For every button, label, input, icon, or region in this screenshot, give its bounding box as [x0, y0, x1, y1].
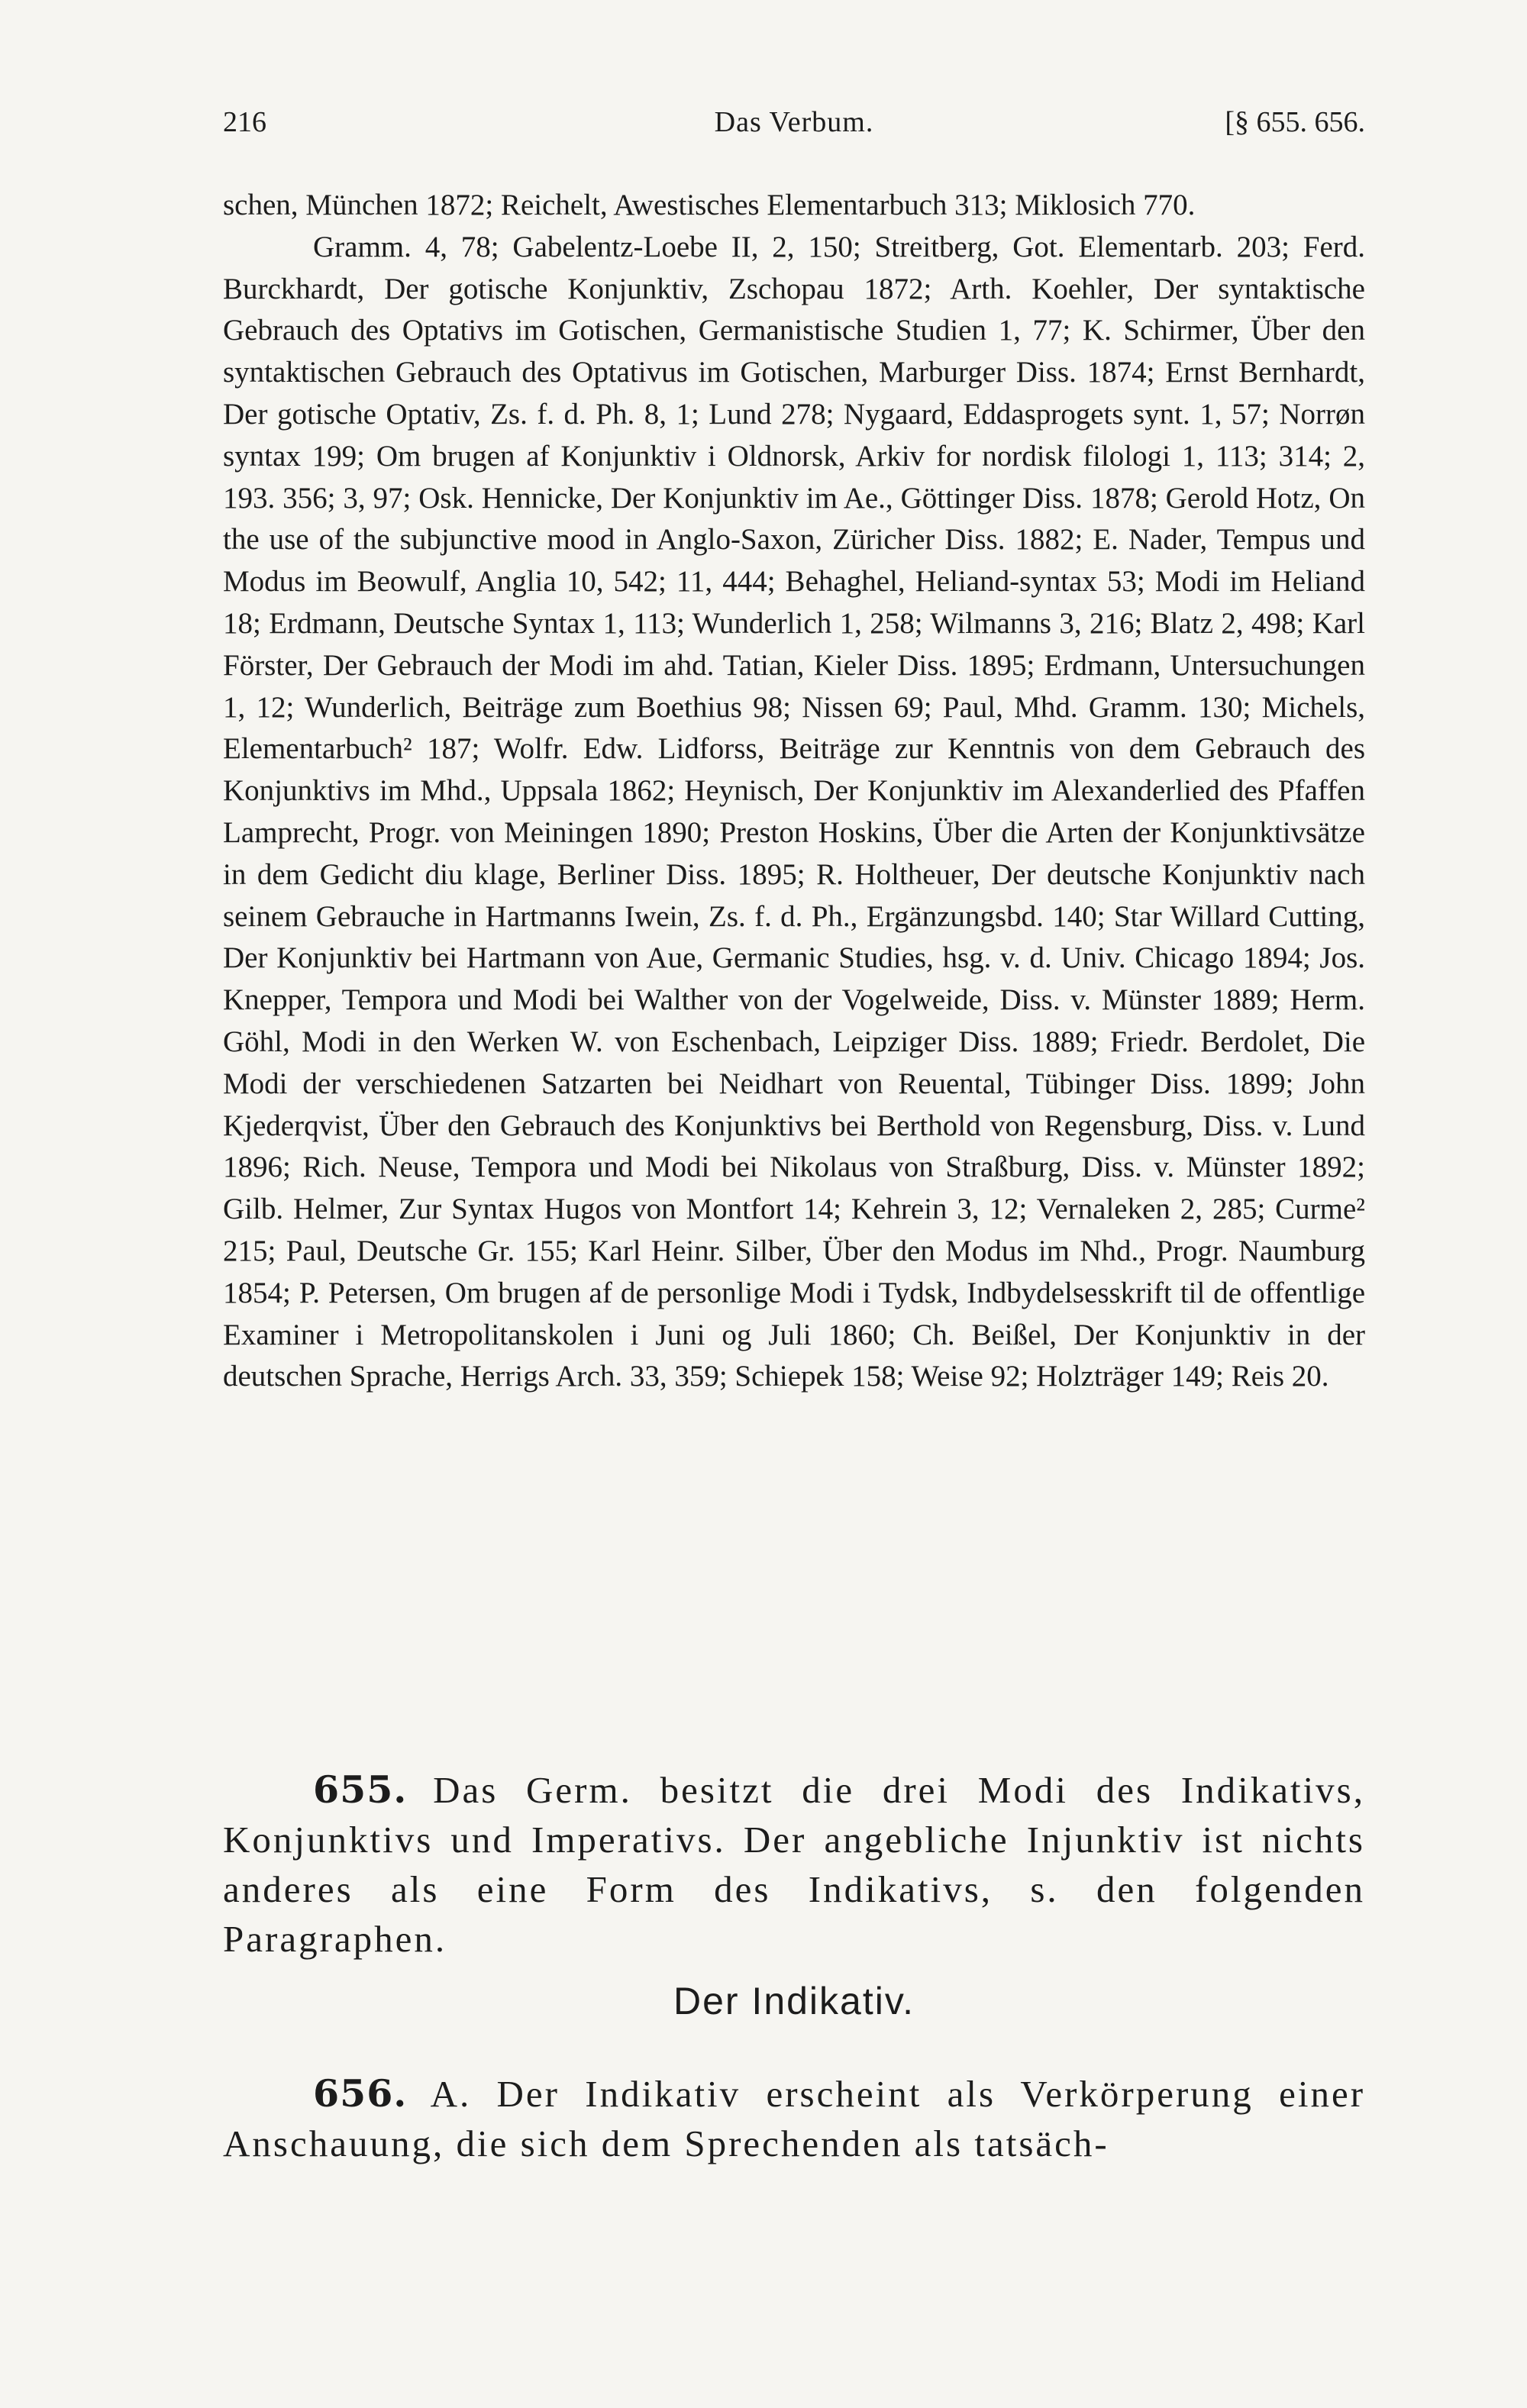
bibliography-paragraph-2: Gramm. 4, 78; Gabelentz-Loebe II, 2, 150; Streitberg, Got. Elementarb. 203; Ferd. Burckhardt, Der gotische Konjunktiv, Zschopau 1872; Arth. Koehler, Der syntaktische Gebrauch des Optativs im Gotischen, Germanistische Studien 1, 77; K. Schirmer, Über den syntaktischen Gebrauch des Optativus im Gotischen, Marburger Diss. 1874; Ernst Bernhardt, Der gotische Optativ, Zs. f. d. Ph. 8, 1; Lund 278; Nygaard, Eddasprogets synt. 1, 57; Norrøn syntax 199; Om brugen af Konjunktiv i Oldnorsk, Arkiv for nordisk filologi 1, 113; 314; 2, 193. 356; 3, 97; Osk. Hennicke, Der Konjunktiv im Ae., Göttinger Diss. 1878; Gerold Hotz, On the use of the subjunctive mood in Anglo-Saxon, Züricher Diss. 1882; E. Nader, Tempus und Modus im Beowulf, Anglia 10, 542; 11, 444; Behaghel, Heliand-syntax 53; Modi im Heliand 18; Erdmann, Deutsche Syntax 1, 113; Wunderlich 1, 258; Wilmanns 3, 216; Blatz 2, 498; Karl Förster, Der Gebrauch der Modi im ahd. Tatian, Kieler Diss. 1895; Erdmann, Untersuchungen 1, 12; Wunderlich, Beiträge zum Boethius 98; Nissen 69; Paul, Mhd. Gramm. 130; Michels, Elementarbuch² 187; Wolfr. Edw. Lidforss, Beiträge zur Kenntnis von dem Gebrauch des Konjunktivs im Mhd., Uppsala 1862; Heynisch, Der Konjunktiv im Alexanderlied des Pfaffen Lamprecht, Progr. von Meiningen 1890; Preston Hoskins, Über die Arten der Konjunktivsätze in dem Gedicht diu klage, Berliner Diss. 1895; R. Holtheuer, Der deutsche Konjunktiv nach seinem Gebrauche in Hartmanns Iwein, Zs. f. d. Ph., Ergänzungsbd. 140; Star Willard Cutting, Der Konjunktiv bei Hartmann von Aue, Germanic Studies, hsg. v. d. Univ. Chicago 1894; Jos. Knepper, Tempora und Modi bei Walther von der Vogelweide, Diss. v. Münster 1889; Herm. Göhl, Modi in den Werken W. von Eschenbach, Leipziger Diss. 1889; Friedr. Berdolet, Die Modi der verschiedenen Satzarten bei Neidhart von Reuental, Tübinger Diss. 1899; John Kjederqvist, Über den Gebrauch des Konjunktivs bei Berthold von Regensburg, Diss. v. Lund 1896; Rich. Neuse, Tempora und Modi bei Nikolaus von Straßburg, Diss. v. Münster 1892; Gilb. Helmer, Zur Syntax Hugos von Montfort 14; Kehrein 3, 12; Vernaleken 2, 285; Curme² 215; Paul, Deutsche Gr. 155; Karl Heinr. Silber, Über den Modus im Nhd., Progr. Naumburg 1854; P. Petersen, Om brugen af de personlige Modi i Tydsk, Indbydelsesskrift til de offentlige Examiner i Metropolitanskolen i Juni og Juli 1860; Ch. Beißel, Der Konjunktiv in der deutschen Sprache, Herrigs Arch. 33, 359; Schiepek 158; Weise 92; Holzträger 149; Reis 20.	[223, 230, 1365, 1393]
section-656-paragraph	[223, 2069, 1365, 2168]
section-heading-indikativ: Der Indikativ.	[673, 1980, 915, 2022]
section-655-paragraph	[223, 1765, 1365, 1964]
section-655-number: 655.	[313, 1767, 408, 1812]
section-655-text: Das Germ. besitzt die drei Modi des Indikativs, Konjunktivs und Imperativs. Der angebliche Injunktiv ist nichts anderes als eine Form des Indikativs, s. den folgenden Paragraphen.	[223, 1769, 1365, 1960]
section-656	[223, 2069, 1365, 2168]
section-656-text: A. Der Indikativ erscheint als Verkörperung einer Anschauung, die sich dem Sprechenden als tatsäch-	[223, 2073, 1366, 2164]
section-656-number: 656.	[313, 2071, 408, 2116]
running-header	[223, 99, 1365, 145]
running-title: Das Verbum.	[714, 106, 874, 138]
bibliography-block	[223, 185, 1365, 1398]
section-655	[223, 1765, 1365, 1964]
page-number: 216	[223, 106, 266, 138]
section-reference: [§ 655. 656.	[1225, 106, 1365, 138]
bibliography-paragraph-1: schen, München 1872; Reichelt, Awestisches Elementarbuch 313; Miklosich 770.	[223, 189, 1196, 221]
